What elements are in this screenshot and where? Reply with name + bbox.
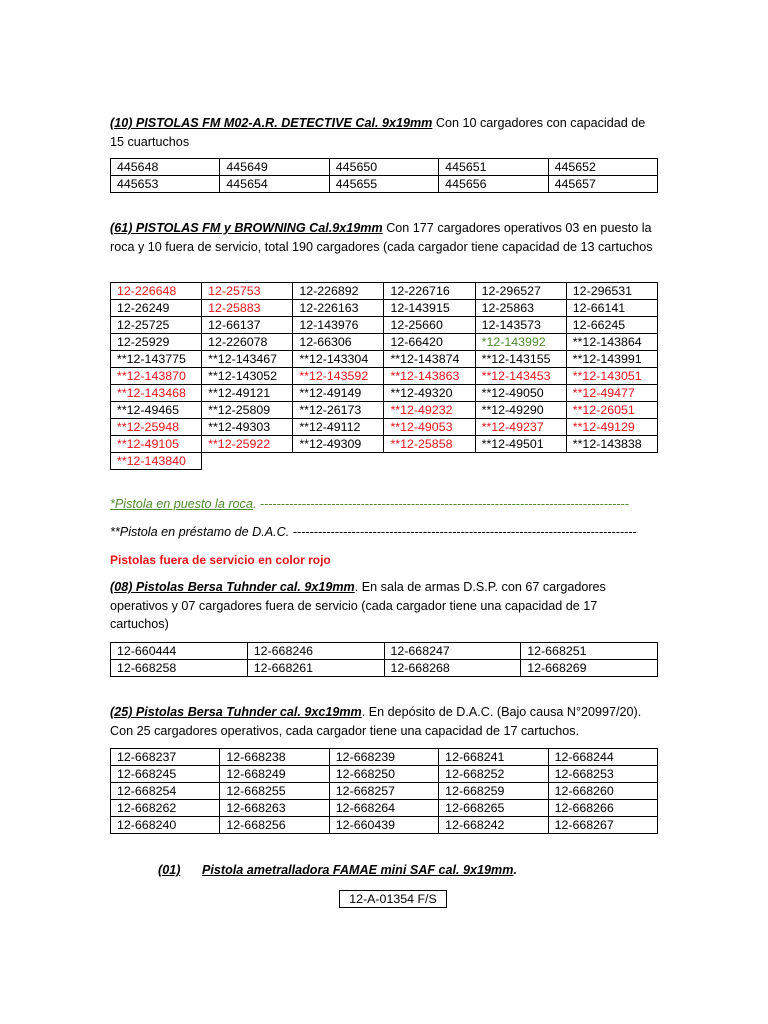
serial-cell: 12-668267	[548, 817, 657, 834]
serial-cell: **12-49237	[475, 419, 566, 436]
serial-cell: 12-660439	[329, 817, 438, 834]
serial-cell: 12-668252	[439, 766, 548, 783]
section-fm-detective	[110, 114, 658, 151]
serial-cell: 12-668254	[111, 783, 220, 800]
serial-cell: **12-49105	[111, 436, 202, 453]
serial-cell: 12-668256	[220, 817, 329, 834]
serial-cell: **12-49465	[111, 402, 202, 419]
serial-cell: **12-143051	[566, 368, 657, 385]
serial-cell: **12-49501	[475, 436, 566, 453]
serial-cell: **12-143467	[202, 351, 293, 368]
serial-cell: 445655	[329, 176, 438, 193]
serial-cell: 12-668262	[111, 800, 220, 817]
serial-cell: 445652	[548, 159, 657, 176]
note-roca-label: *Pistola en puesto la roca	[110, 497, 253, 511]
serial-cell: **12-143592	[293, 368, 384, 385]
serial-cell: **12-49129	[566, 419, 657, 436]
serial-cell: 12-668257	[329, 783, 438, 800]
famae-title: Pistola ametralladora FAMAE mini SAF cal. 9x19mm	[202, 863, 514, 877]
table-row	[111, 317, 658, 334]
serial-cell: 12-143915	[384, 300, 475, 317]
serial-cell: 12-66141	[566, 300, 657, 317]
serial-table-bersa-dac	[110, 748, 658, 834]
serial-cell: **12-25809	[202, 402, 293, 419]
empty-filler	[293, 453, 384, 470]
serial-cell: **12-143468	[111, 385, 202, 402]
serial-cell: 12-668246	[247, 643, 384, 660]
serial-cell: 12-25929	[111, 334, 202, 351]
serial-cell: **12-49320	[384, 385, 475, 402]
serial-cell: 12-660444	[111, 643, 248, 660]
serial-cell: 12-668266	[548, 800, 657, 817]
section-fm-browning	[110, 219, 658, 256]
section-description: . En depósito de D.A.C. (Bajo causa N°20997/20). Con 25 cargadores operativos, cada cargador tiene una capacidad de 17 cartuchos.	[110, 705, 642, 738]
serial-cell: 12-668264	[329, 800, 438, 817]
serial-cell: **12-49303	[202, 419, 293, 436]
serial-cell: 445657	[548, 176, 657, 193]
serial-cell: **12-143874	[384, 351, 475, 368]
serial-cell: 12-668255	[220, 783, 329, 800]
section-description: Con 177 cargadores operativos 03 en puesto la roca y 10 fuera de servicio, total 190 cargadores (cada cargador tiene capacidad de 13 cartuchos	[110, 221, 653, 254]
serial-cell: 445654	[220, 176, 329, 193]
serial-cell: 12-668238	[220, 749, 329, 766]
table-row	[111, 453, 658, 470]
serial-cell: 12-66306	[293, 334, 384, 351]
note-roca	[110, 497, 629, 511]
serial-cell: 12-668242	[439, 817, 548, 834]
serial-cell: **12-49290	[475, 402, 566, 419]
serial-cell: 12-143976	[293, 317, 384, 334]
table-row	[111, 283, 658, 300]
serial-cell: 12-25863	[475, 300, 566, 317]
table-row	[111, 783, 658, 800]
serial-cell: 12-668245	[111, 766, 220, 783]
serial-cell: 12-226648	[111, 283, 202, 300]
serial-cell: **12-26173	[293, 402, 384, 419]
serial-cell: 445651	[439, 159, 548, 176]
table-row	[111, 402, 658, 419]
note-out-of-service: Pistolas fuera de servicio en color rojo	[110, 553, 331, 567]
serial-cell: 12-296531	[566, 283, 657, 300]
table-row	[111, 766, 658, 783]
table-row	[111, 159, 658, 176]
table-row	[111, 419, 658, 436]
serial-cell: **12-143304	[293, 351, 384, 368]
empty-filler	[566, 453, 657, 470]
serial-cell: 12-296527	[475, 283, 566, 300]
serial-cell: **12-49309	[293, 436, 384, 453]
serial-cell: 12-25883	[202, 300, 293, 317]
serial-cell: **12-49112	[293, 419, 384, 436]
serial-cell: 12-668261	[247, 660, 384, 677]
famae-suffix: .	[513, 863, 517, 877]
serial-cell: 12-668253	[548, 766, 657, 783]
serial-cell: **12-25948	[111, 419, 202, 436]
table-row	[111, 436, 658, 453]
serial-table-bersa-dsp	[110, 642, 658, 677]
serial-cell: 12-226078	[202, 334, 293, 351]
famae-serial-box: 12-A-01354 F/S	[339, 890, 447, 908]
serial-cell: **12-143453	[475, 368, 566, 385]
section-heading: (08) Pistolas Bersa Tuhnder cal. 9x19mm	[110, 580, 355, 594]
serial-cell: **12-143838	[566, 436, 657, 453]
serial-cell: 12-668237	[111, 749, 220, 766]
serial-cell: 12-668241	[439, 749, 548, 766]
famae-count: (01)	[158, 863, 181, 877]
serial-cell: **12-143775	[111, 351, 202, 368]
section-description: . En sala de armas D.S.P. con 67 cargadores operativos y 07 cargadores fuera de servicio (cada cargador tiene una capacidad de 17 cartuchos)	[110, 580, 606, 631]
table-row	[111, 334, 658, 351]
serial-cell: **12-143840	[111, 453, 202, 470]
table-row	[111, 368, 658, 385]
serial-cell: 12-25660	[384, 317, 475, 334]
section-bersa-dac	[110, 703, 658, 740]
serial-cell: **12-143870	[111, 368, 202, 385]
serial-cell: **12-49232	[384, 402, 475, 419]
empty-filler	[475, 453, 566, 470]
serial-cell: 12-668250	[329, 766, 438, 783]
empty-filler	[202, 453, 293, 470]
serial-cell: **12-143864	[566, 334, 657, 351]
serial-cell: **12-143155	[475, 351, 566, 368]
section-heading: (61) PISTOLAS FM y BROWNING Cal.9x19mm	[110, 221, 383, 235]
serial-cell: 445653	[111, 176, 220, 193]
serial-cell: 12-25753	[202, 283, 293, 300]
serial-cell: 12-26249	[111, 300, 202, 317]
serial-cell: **12-143991	[566, 351, 657, 368]
note-dac	[110, 525, 637, 539]
serial-cell: *12-143992	[475, 334, 566, 351]
table-row	[111, 749, 658, 766]
section-description: Con 10 cargadores con capacidad de 15 cuartuchos	[110, 116, 646, 149]
serial-cell: 12-668239	[329, 749, 438, 766]
serial-table-fm-detective	[110, 158, 658, 193]
serial-cell: **12-143052	[202, 368, 293, 385]
serial-cell: 445656	[439, 176, 548, 193]
serial-cell: **12-26051	[566, 402, 657, 419]
table-row	[111, 385, 658, 402]
table-row	[111, 176, 658, 193]
note-dac-dashes: ----------------------------------------------------------------------------------	[289, 525, 637, 539]
serial-cell: 12-668259	[439, 783, 548, 800]
section-heading: (10) PISTOLAS FM M02-A.R. DETECTIVE Cal. 9x19mm	[110, 116, 433, 130]
note-roca-dashes: . ----------------------------------------------------------------------------------------	[252, 497, 629, 511]
serial-cell: **12-25922	[202, 436, 293, 453]
serial-cell: 12-66420	[384, 334, 475, 351]
serial-cell: **12-49149	[293, 385, 384, 402]
serial-cell: 12-66137	[202, 317, 293, 334]
serial-cell: 12-668251	[521, 643, 658, 660]
serial-cell: 12-226163	[293, 300, 384, 317]
table-row	[111, 643, 658, 660]
table-row	[111, 351, 658, 368]
serial-cell: 12-25725	[111, 317, 202, 334]
serial-cell: 12-143573	[475, 317, 566, 334]
section-famae	[158, 863, 517, 877]
serial-cell: **12-143863	[384, 368, 475, 385]
serial-cell: 12-226892	[293, 283, 384, 300]
empty-filler	[384, 453, 475, 470]
table-row	[111, 817, 658, 834]
serial-cell: 445650	[329, 159, 438, 176]
serial-cell: 12-668258	[111, 660, 248, 677]
serial-cell: 12-668247	[384, 643, 521, 660]
section-heading: (25) Pistolas Bersa Tuhnder cal. 9xc19mm	[110, 705, 362, 719]
serial-cell: **12-49477	[566, 385, 657, 402]
serial-cell: 445649	[220, 159, 329, 176]
serial-cell: 12-668249	[220, 766, 329, 783]
serial-cell: 12-668240	[111, 817, 220, 834]
serial-cell: 12-66245	[566, 317, 657, 334]
table-row	[111, 660, 658, 677]
section-bersa-dsp	[110, 578, 658, 634]
serial-cell: 445648	[111, 159, 220, 176]
serial-table-fm-browning	[110, 282, 658, 470]
serial-cell: 12-668265	[439, 800, 548, 817]
note-dac-label: **Pistola en préstamo de D.A.C.	[110, 525, 290, 539]
table-row	[111, 800, 658, 817]
serial-cell: **12-49053	[384, 419, 475, 436]
serial-cell: 12-668260	[548, 783, 657, 800]
serial-cell: 12-668244	[548, 749, 657, 766]
serial-cell: **12-49121	[202, 385, 293, 402]
table-row	[111, 300, 658, 317]
serial-cell: 12-668268	[384, 660, 521, 677]
serial-cell: 12-668269	[521, 660, 658, 677]
serial-cell: 12-668263	[220, 800, 329, 817]
serial-cell: **12-49050	[475, 385, 566, 402]
serial-cell: 12-226716	[384, 283, 475, 300]
serial-cell: **12-25858	[384, 436, 475, 453]
